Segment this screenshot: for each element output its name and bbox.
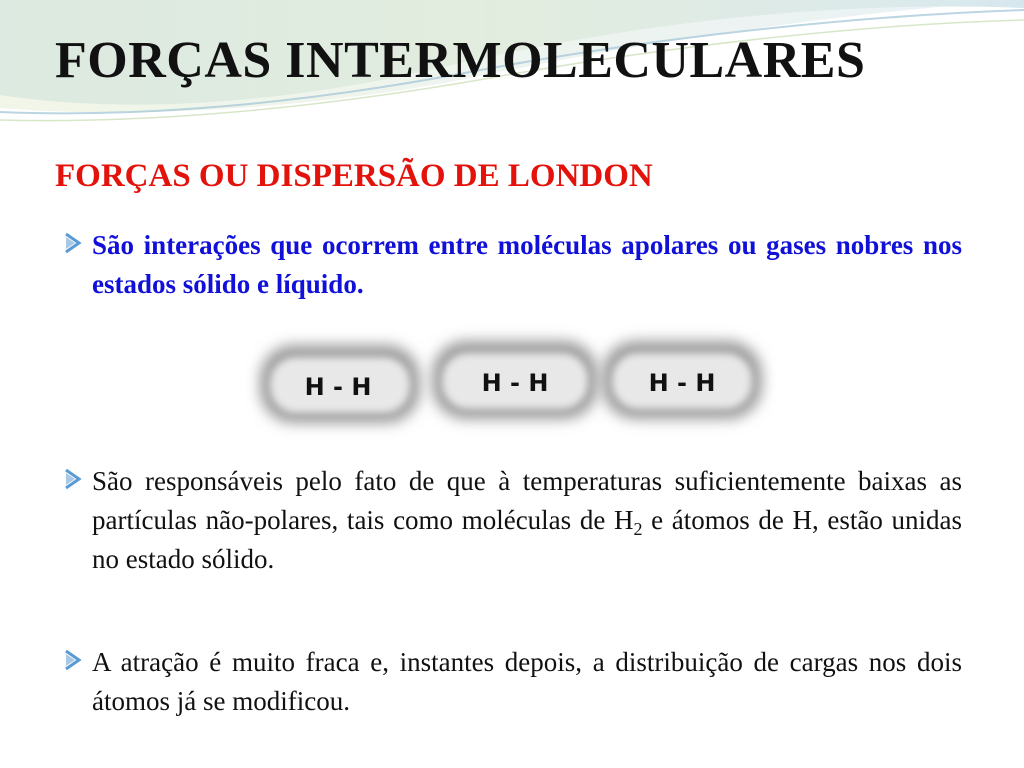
molecule-cloud-2: [432, 341, 598, 419]
bullet-text-3: A atração é muito fraca e, instantes depois, a distribuição de cargas nos dois átomos já se modificou.: [92, 647, 962, 716]
arrow-bullet-icon: [62, 462, 92, 492]
molecule-label-1: H - H: [304, 373, 372, 401]
subscript-2: 2: [633, 519, 643, 539]
molecule-cloud-3: [602, 341, 762, 419]
molecule-label-2: H - H: [481, 369, 549, 397]
slide-subtitle: FORÇAS OU DISPERSÃO DE LONDON: [55, 158, 653, 194]
bullet-text-1: São interações que ocorrem entre moléculas apolares ou gases nobres nos estados sólido e líquido.: [92, 230, 962, 299]
bullet-text-2-main: São responsáveis pelo fato de que à temperaturas suficientemente baixas as partículas não-polares, tais como moléculas de H: [92, 466, 962, 535]
hydrogen-molecules-diagram: [246, 311, 776, 445]
bullet-item-1: [62, 226, 962, 304]
molecule-label-3: H - H: [648, 369, 716, 397]
arrow-bullet-icon: [62, 226, 92, 256]
bullet-text-2-tail: e átomos de H, estão unidas no estado sólido.: [92, 505, 962, 574]
slide-title: FORÇAS INTERMOLECULARES: [55, 32, 866, 89]
bullet-item-2: [62, 462, 962, 579]
molecule-cloud-1: [260, 345, 420, 423]
bullet-item-3: [62, 643, 962, 721]
arrow-bullet-icon: [62, 643, 92, 673]
bullet-text-2: [92, 462, 962, 579]
